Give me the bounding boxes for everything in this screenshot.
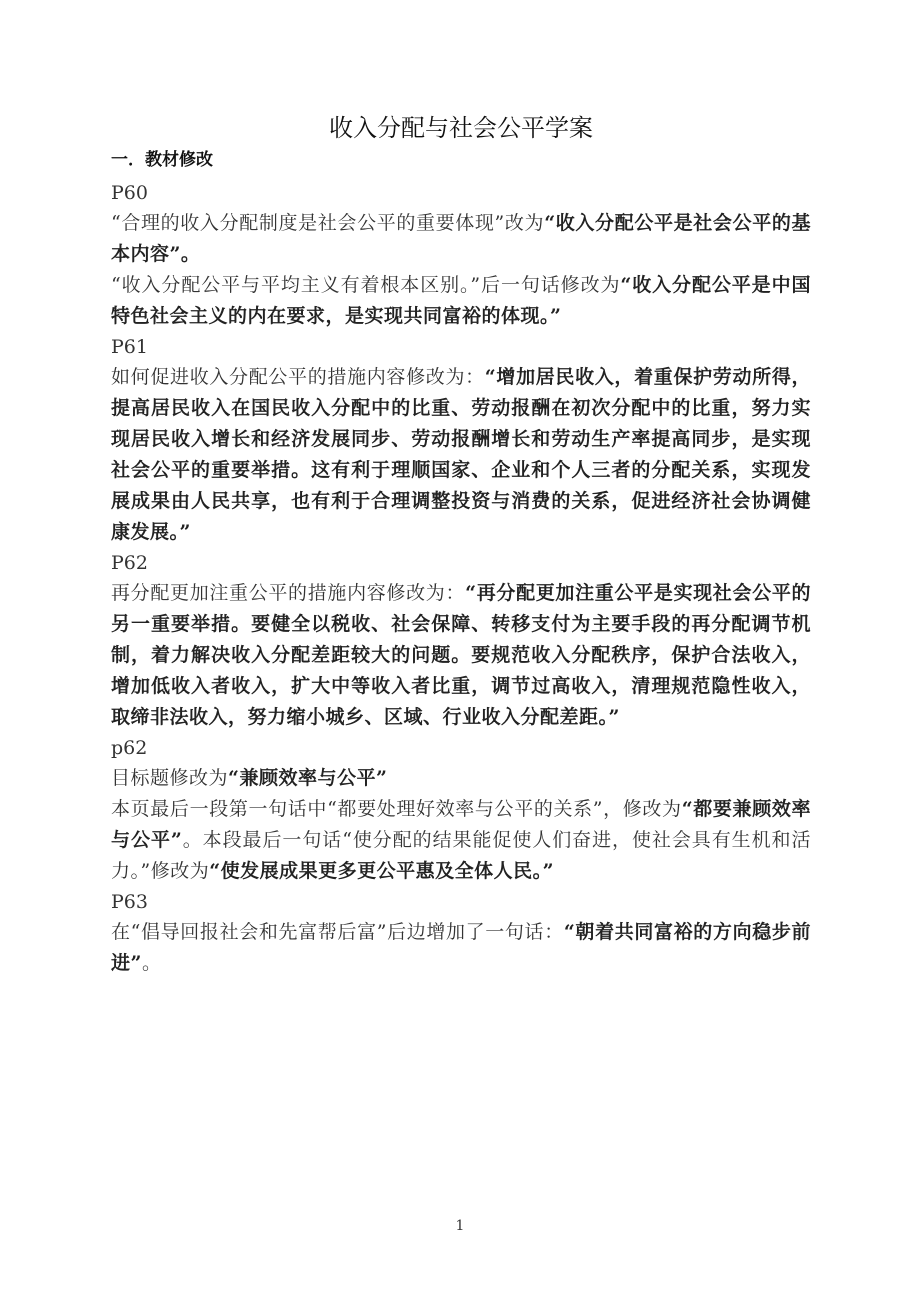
paragraph [111,270,811,332]
body-text: 本页最后一段第一句话中“都要处理好效率与公平的关系”，修改为 [111,798,682,820]
body-text: 。本段最后一句话“使分配的结果能促使人们奋进，使社会具有生机和活力。”修改为 [111,829,811,882]
page-reference: P61 [111,336,148,358]
paragraph [111,763,811,794]
page-title: 收入分配与社会公平学案 [329,114,593,142]
body-text: 再分配更加注重公平的措施内容修改为： [111,582,466,604]
revised-text: “再分配更加注重公平是实现社会公平的另一重要举措。要健全以税收、社会保障、转移支付为主要手段的再分配调节机制，着力解决收入分配差距较大的问题。要规范收入分配秩序，保护合法收入，增加低收入者收入，扩大中等收入者比重，调节过高收入，清理规范隐性收入，取缔非法收入，努力缩小城乡、区域、行业收入分配差距。” [111,582,811,728]
revised-text: “收入分配公平是中国特色社会主义的内在要求，是实现共同富裕的体现。” [111,274,811,327]
revised-text: “都要兼顾效率与公平” [111,798,811,851]
body-text: “收入分配公平与平均主义有着根本区别。”后一句话修改为 [111,274,621,296]
page-reference: p62 [111,737,148,759]
page-reference: P60 [111,182,148,204]
paragraph [111,578,811,733]
paragraph [111,208,811,270]
paragraph [111,794,811,887]
page-reference: P63 [111,891,148,913]
paragraph [111,917,811,979]
page-reference: P62 [111,552,148,574]
content-blocks [111,178,811,979]
body-text: “合理的收入分配制度是社会公平的重要体现”改为 [111,212,545,234]
revised-text: “收入分配公平是社会公平的基本内容”。 [111,212,811,265]
revised-text: “增加居民收入，着重保护劳动所得，提高居民收入在国民收入分配中的比重、劳动报酬在初次分配中的比重，努力实现居民收入增长和经济发展同步、劳动报酬增长和劳动生产率提高同步，是实现社会公平的重要举措。这有利于理顺国家、企业和个人三者的分配关系，实现发展成果由人民共享，也有利于合理调整投资与消费的关系，促进经济社会协调健康发展。” [111,366,811,543]
body-text: 在“倡导回报社会和先富帮后富”后边增加了一句话： [111,921,564,943]
body-text: 。 [141,952,162,974]
page-number: 1 [455,1218,465,1234]
revised-text: “使发展成果更多更公平惠及全体人民。” [209,860,555,882]
revised-text: “朝着共同富裕的方向稳步前进” [111,921,811,974]
revised-text: “兼顾效率与公平” [228,767,388,789]
body-text: 目标题修改为 [111,767,229,789]
paragraph [111,362,811,548]
section-heading: 一．教材修改 [111,150,213,170]
body-text: 如何促进收入分配公平的措施内容修改为： [111,366,485,388]
document-body [111,108,811,979]
